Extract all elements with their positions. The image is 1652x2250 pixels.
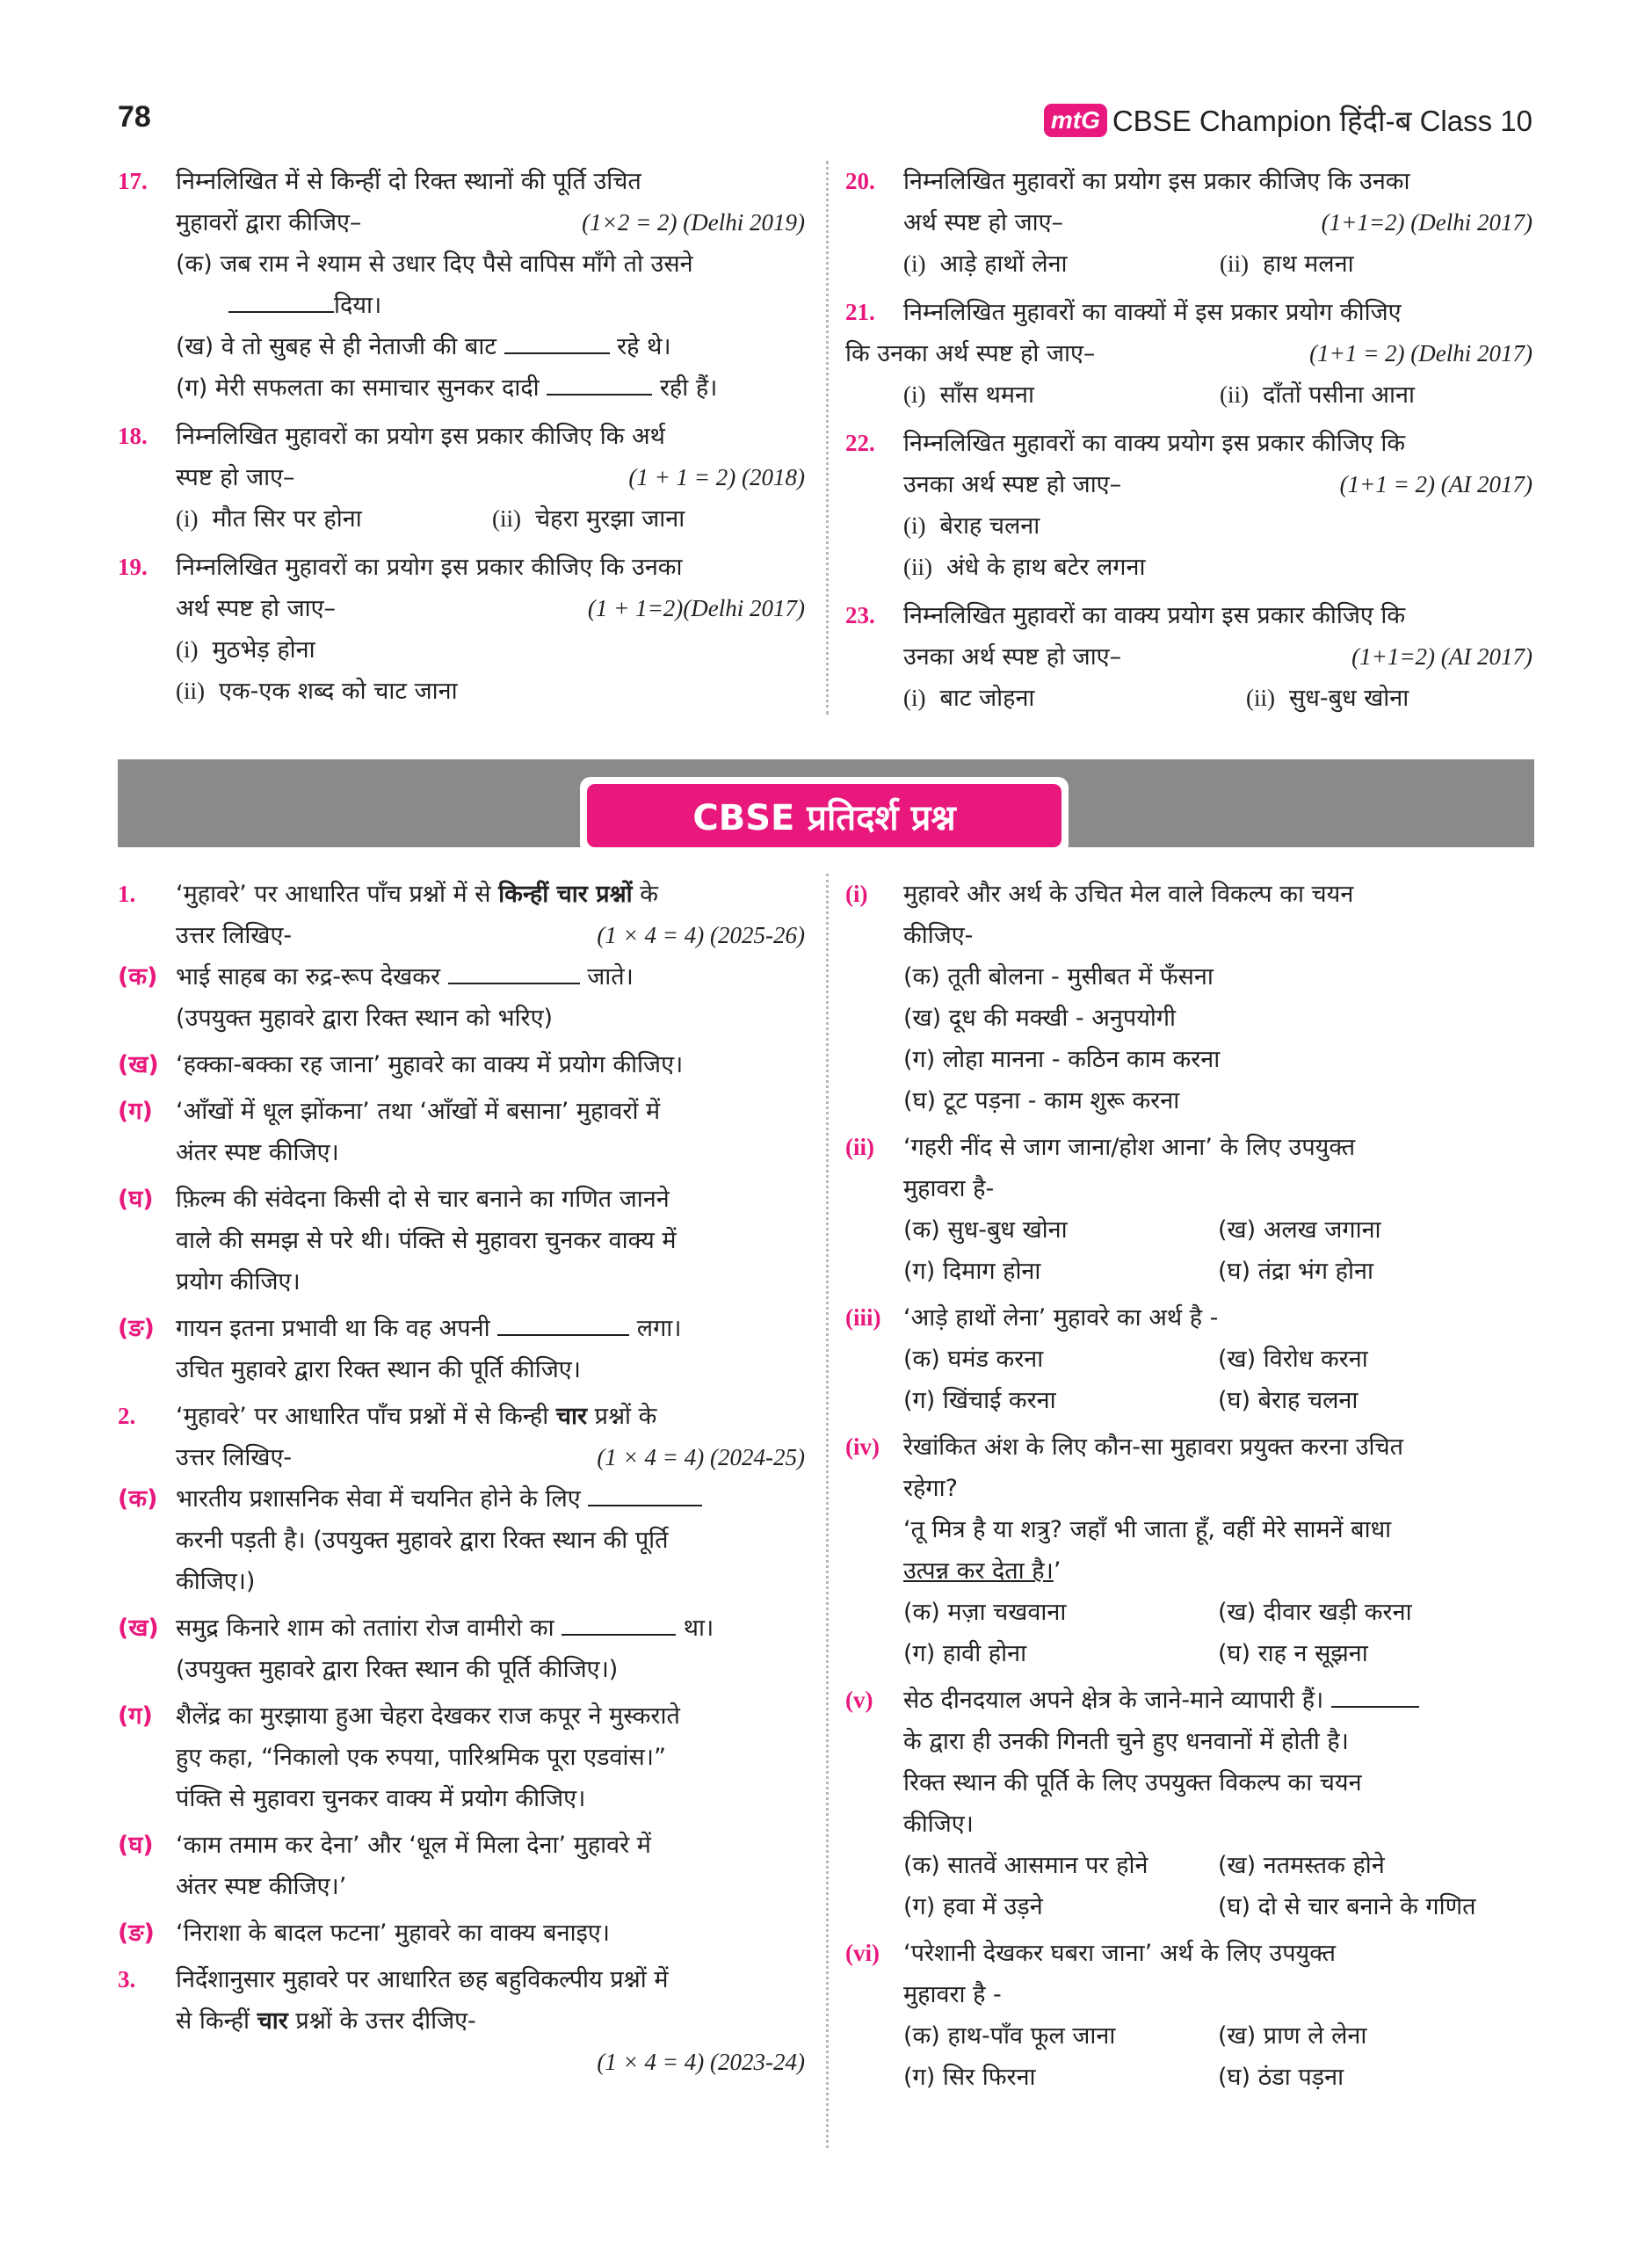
sub-text: अंतर स्पष्ट कीजिए।’ [176,1873,347,1900]
blank-item: (ख) वे तो सुबह से ही नेताजी की बाट रहे थे। [176,326,805,367]
question-text: निम्नलिखित मुहावरों का प्रयोग इस प्रकार कीजिए कि अर्थ [176,423,665,450]
sub-text: भारतीय प्रशासनिक सेवा में चयनित होने के लिए [176,1478,805,1520]
question-3 [118,1959,805,2083]
sub-question-ka [118,1478,805,1602]
mcq-i [845,874,1532,1121]
question-source: (1 × 4 = 4) (2025-26) [597,922,805,948]
options [903,374,1532,416]
question-18 [118,416,805,540]
question-22 [845,423,1532,588]
mcq-text: ‘परेशानी देखकर घबरा जाना’ अर्थ के लिए उपयुक्त [903,1940,1337,1967]
mcq-option: (घ) टूट पड़ना - काम शुरू करना [903,1087,1180,1114]
question-number: 22. [845,430,875,456]
question-2 [118,1396,805,1478]
sub-text: (उपयुक्त मुहावरे द्वारा रिक्त स्थान की पूर्ति कीजिए।) [176,1656,619,1683]
mcq-option: (क) घमंड करना [903,1346,1044,1373]
question-text: निम्नलिखित मुहावरों का प्रयोग इस प्रकार कीजिए कि उनका [176,554,683,581]
mcq-option: (घ) बेराह चलना [1218,1387,1359,1414]
mcq-option: (ग) खिंचाई करना [903,1387,1056,1414]
question-number: 1. [118,881,136,907]
mcq-option: (क) मज़ा चखवाना [903,1599,1067,1626]
mcq-number: (vi) [845,1940,880,1966]
sub-number: (घ) [118,1186,154,1213]
question-source: (1 + 1 = 2) (2018) [628,464,805,490]
option: (i) मौत सिर पर होना [176,505,362,533]
mcq-vi [845,1933,1532,2098]
question-text: अर्थ स्पष्ट हो जाए– [176,595,337,622]
top-left-column [118,161,805,719]
mcq-option: (ख) नतमस्तक होने [1218,1852,1385,1879]
mcq-option: (ग) हवा में उड़ने [903,1893,1043,1920]
mcq-option: (क) सुध-बुध खोना [903,1216,1068,1244]
sub-question-ga [118,1091,805,1173]
sub-text: करनी पड़ती है। (उपयुक्त मुहावरे द्वारा रिक्त स्थान की पूर्ति [176,1527,669,1554]
option: (i) साँस थमना [903,381,1034,409]
blank-line [562,1609,676,1636]
mcq-option: (घ) ठंडा पड़ना [1218,2064,1344,2091]
mcq-text: ‘गहरी नींद से जाग जाना/होश आना’ के लिए उपयुक्त [903,1134,1356,1161]
question-number: 3. [118,1966,136,1992]
mcq-number: (iii) [845,1304,881,1331]
question-source: (1×2 = 2) (Delhi 2019) [582,209,805,236]
option: (i) मुठभेड़ होना [176,636,315,664]
mcq-v [845,1680,1532,1927]
sub-text: ‘आँखों में धूल झोंकना’ तथा ‘आँखों में बसाना’ मुहावरों में [176,1098,661,1125]
sub-question-kha [118,1608,805,1690]
sub-number: (क) [118,963,158,991]
question-text: निम्नलिखित मुहावरों का वाक्यों में इस प्रकार प्रयोग कीजिए [903,299,1402,326]
question-source: (1+1=2) (Delhi 2017) [1321,209,1532,236]
mcq-iv [845,1426,1532,1674]
mcq-text: कीजिए। [903,1811,974,1838]
sub-question-kha [118,1044,805,1085]
sub-text: प्रयोग कीजिए। [176,1268,301,1296]
mcq-options [903,1209,1532,1292]
blank-line [497,1310,629,1336]
question-23 [845,595,1532,719]
question-number: 18. [118,423,148,449]
sub-question-nga [118,1912,805,1954]
mcq-number: (ii) [845,1134,874,1160]
options [903,243,1532,285]
sub-text: समुद्र किनारे शाम को तताांरा रोज वामीरो का था। [176,1608,805,1649]
question-text: अर्थ स्पष्ट हो जाए– [903,209,1064,236]
question-text: कि उनका अर्थ स्पष्ट हो जाए– [845,340,1096,367]
sub-text: कीजिए।) [176,1568,256,1595]
sub-number: (ग) [118,1098,153,1125]
sub-text: पंक्ति से मुहावरा चुनकर वाक्य में प्रयोग कीजिए। [176,1785,586,1812]
question-number: 17. [118,168,148,194]
blank-line [1331,1681,1419,1708]
blank-item: (क) जब राम ने श्याम से उधार दिए पैसे वापिस माँगे तो उसने [176,250,693,278]
mcq-option: (क) हाथ-पाँव फूल जाना [903,2022,1116,2050]
blank-item: दिया। [176,285,805,326]
blank-line [588,1480,702,1506]
question-number: 19. [118,554,148,580]
sub-text: गायन इतना प्रभावी था कि वह अपनी लगा। [176,1308,805,1349]
mcq-number: (iv) [845,1433,880,1460]
question-text: ‘मुहावरे’ पर आधारित पाँच प्रश्नों में से किन्हीं चार प्रश्नों के [176,881,658,908]
option: (ii) चेहरा मुरझा जाना [492,505,685,533]
mcq-text: ‘तू मित्र है या शत्रु? जहाँ भी जाता हूँ, वहीं मेरे सामनें बाधा [903,1516,1392,1543]
blank-item: (ग) मेरी सफलता का समाचार सुनकर दादी रही हैं। [176,367,805,409]
options [903,678,1532,719]
question-number: 20. [845,168,875,194]
option: (ii) अंधे के हाथ बटेर लगना [903,554,1146,581]
mcq-option: (ख) विरोध करना [1218,1346,1368,1373]
mcq-text: मुहावरे और अर्थ के उचित मेल वाले विकल्प का चयन [903,881,1354,908]
sub-number: (घ) [118,1832,154,1859]
blank-line [504,328,610,354]
sub-text: उचित मुहावरे द्वारा रिक्त स्थान की पूर्ति कीजिए। [176,1356,581,1383]
option: (i) आड़े हाथों लेना [903,250,1068,278]
question-text: निर्देशानुसार मुहावरे पर आधारित छह बहुविकल्पीय प्रश्नों में [176,1966,669,1993]
section-title: CBSE प्रतिदर्श प्रश्न [587,784,1061,847]
sub-question-gha [118,1825,805,1907]
mcq-option: (क) सातवें आसमान पर होने [903,1852,1148,1879]
option: (i) बाट जोहना [903,685,1035,712]
mcq-text: रिक्त स्थान की पूर्ति के लिए उपयुक्त विकल्प का चयन [903,1769,1362,1796]
bottom-left-column [118,874,805,2090]
question-text: स्पष्ट हो जाए– [176,464,295,491]
option: (i) बेराह चलना [903,512,1040,540]
question-text: निम्नलिखित में से किन्हीं दो रिक्त स्थानों की पूर्ति उचित [176,168,641,195]
mcq-options [903,1592,1532,1674]
top-right-column [845,161,1532,726]
question-number: 23. [845,602,875,628]
mcq-text: मुहावरा है - [903,1981,1002,2008]
mcq-text: सेठ दीनदयाल अपने क्षेत्र के जाने-माने व्यापारी हैं। [903,1680,1532,1721]
sub-number: (ङ) [118,1920,155,1947]
question-21 [845,292,1532,416]
blank-line [547,369,652,396]
option: (ii) एक-एक शब्द को चाट जाना [176,678,458,705]
question-text: निम्नलिखित मुहावरों का वाक्य प्रयोग इस प्रकार कीजिए कि [903,430,1406,457]
question-number: 21. [845,299,875,325]
mcq-option: (ग) सिर फिरना [903,2064,1036,2091]
sub-number: (क) [118,1485,158,1513]
sub-text: शैलेंद्र का मुरझाया हुआ चेहरा देखकर राज कपूर ने मुस्कराते [176,1702,680,1730]
question-text: उत्तर लिखिए- [176,922,293,949]
mcq-number: (v) [845,1687,873,1713]
mcq-text: कीजिए- [903,922,974,949]
page-number: 78 [118,100,151,134]
sub-number: (ख) [118,1615,159,1642]
column-divider-bottom [826,874,829,2148]
sub-text: वाले की समझ से परे थी। पंक्ति से मुहावरा चुनकर वाक्य में [176,1227,677,1254]
question-source: (1+1 = 2) (AI 2017) [1339,471,1532,497]
mcq-option: (क) तूती बोलना - मुसीबत में फँसना [903,963,1214,991]
book-header [1044,100,1532,140]
blank-line [228,287,334,313]
mcq-option: (ख) प्राण ले लेना [1218,2022,1367,2050]
question-text: मुहावरों द्वारा कीजिए– [176,209,362,236]
question-20 [845,161,1532,285]
mcq-number: (i) [845,881,868,907]
mcq-text: के द्वारा ही उनकी गिनती चुने हुए धनवानों में होती है। [903,1728,1349,1755]
question-text: उनका अर्थ स्पष्ट हो जाए– [903,471,1122,498]
bottom-right-column [845,874,1532,2103]
sub-text: ‘निराशा के बादल फटना’ मुहावरे का वाक्य बनाइए। [176,1920,610,1947]
section-title-box [580,777,1069,854]
mcq-option: (ग) दिमाग होना [903,1258,1041,1285]
underlined-phrase: उत्पन्न कर देता है। [903,1557,1054,1585]
sub-text: ‘हक्का-बक्का रह जाना’ मुहावरे का वाक्य में प्रयोग कीजिए। [176,1051,684,1078]
mcq-options [903,1339,1532,1421]
question-text: उत्तर लिखिए- [176,1444,293,1471]
mcq-option: (ग) लोहा मानना - कठिन काम करना [903,1046,1221,1073]
mcq-text: उत्पन्न कर देता है।’ [903,1557,1061,1585]
question-text: ‘मुहावरे’ पर आधारित पाँच प्रश्नों में से किन्ही चार प्रश्नों के [176,1403,657,1430]
question-source: (1 × 4 = 4) (2024-25) [597,1444,805,1470]
mcq-option: (ख) दूध की मक्खी - अनुपयोगी [903,1005,1177,1032]
sub-question-ga [118,1695,805,1819]
question-source: (1+1=2) (AI 2017) [1351,643,1532,670]
question-19 [118,547,805,712]
mcq-option: (ग) हावी होना [903,1640,1027,1667]
sub-text: फ़िल्म की संवेदना किसी दो से चार बनाने का गणित जानने [176,1186,670,1213]
blank-line [448,958,580,984]
mcq-option: (घ) दो से चार बनाने के गणित [1218,1893,1476,1920]
mcq-ii [845,1127,1532,1292]
option: (ii) हाथ मलना [1220,250,1354,278]
sub-text: (उपयुक्त मुहावरे द्वारा रिक्त स्थान को भरिए) [176,1005,554,1032]
question-source: (1 × 4 = 4) (2023-24) [597,2049,805,2075]
sub-text: अंतर स्पष्ट कीजिए। [176,1139,339,1166]
sub-text: हुए कहा, “निकालो एक रुपया, पारिश्रमिक पूरा एडवांस।” [176,1744,666,1771]
sub-text: ‘काम तमाम कर देना’ और ‘धूल में मिला देना’ मुहावरे में [176,1832,651,1859]
mcq-iii [845,1297,1532,1421]
question-text: निम्नलिखित मुहावरों का वाक्य प्रयोग इस प्रकार कीजिए कि [903,602,1406,629]
mcq-text: मुहावरा है- [903,1175,995,1202]
sub-number: (ग) [118,1702,153,1730]
sub-question-ka [118,956,805,1039]
sub-question-nga [118,1308,805,1390]
question-text: निम्नलिखित मुहावरों का प्रयोग इस प्रकार कीजिए कि उनका [903,168,1410,195]
question-text: उनका अर्थ स्पष्ट हो जाए– [903,643,1122,671]
mcq-text: रेखांकित अंश के लिए कौन-सा मुहावरा प्रयुक्त करना उचित [903,1433,1404,1461]
mcq-options [903,1845,1532,1927]
question-number: 2. [118,1403,136,1429]
mcq-option: (घ) तंद्रा भंग होना [1218,1258,1373,1285]
sub-number: (ङ) [118,1315,155,1342]
sub-text: भाई साहब का रुद्र-रूप देखकर जाते। [176,956,805,998]
mcq-option: (घ) राह न सूझना [1218,1640,1368,1667]
question-1 [118,874,805,956]
mtg-logo: mtG [1044,104,1107,137]
question-source: (1+1 = 2) (Delhi 2017) [1309,340,1532,367]
book-title: CBSE Champion हिंदी-ब Class 10 [1112,105,1532,137]
mcq-text: रहेगा? [903,1475,958,1502]
options [176,498,805,540]
option: (ii) सुध-बुध खोना [1246,685,1409,712]
sub-question-gha [118,1179,805,1303]
question-text: से किन्हीं चार प्रश्नों के उत्तर दीजिए- [176,2007,476,2035]
question-source: (1 + 1=2)(Delhi 2017) [587,595,805,621]
column-divider-top [826,161,829,715]
sub-number: (ख) [118,1051,159,1078]
question-17 [118,161,805,409]
mcq-text: ‘आड़े हाथों लेना’ मुहावरे का अर्थ है - [903,1304,1219,1332]
mcq-option: (ख) दीवार खड़ी करना [1218,1599,1412,1626]
option: (ii) दाँतों पसीना आना [1220,381,1416,409]
mcq-options [903,2015,1532,2098]
mcq-option: (ख) अलख जगाना [1218,1216,1381,1244]
